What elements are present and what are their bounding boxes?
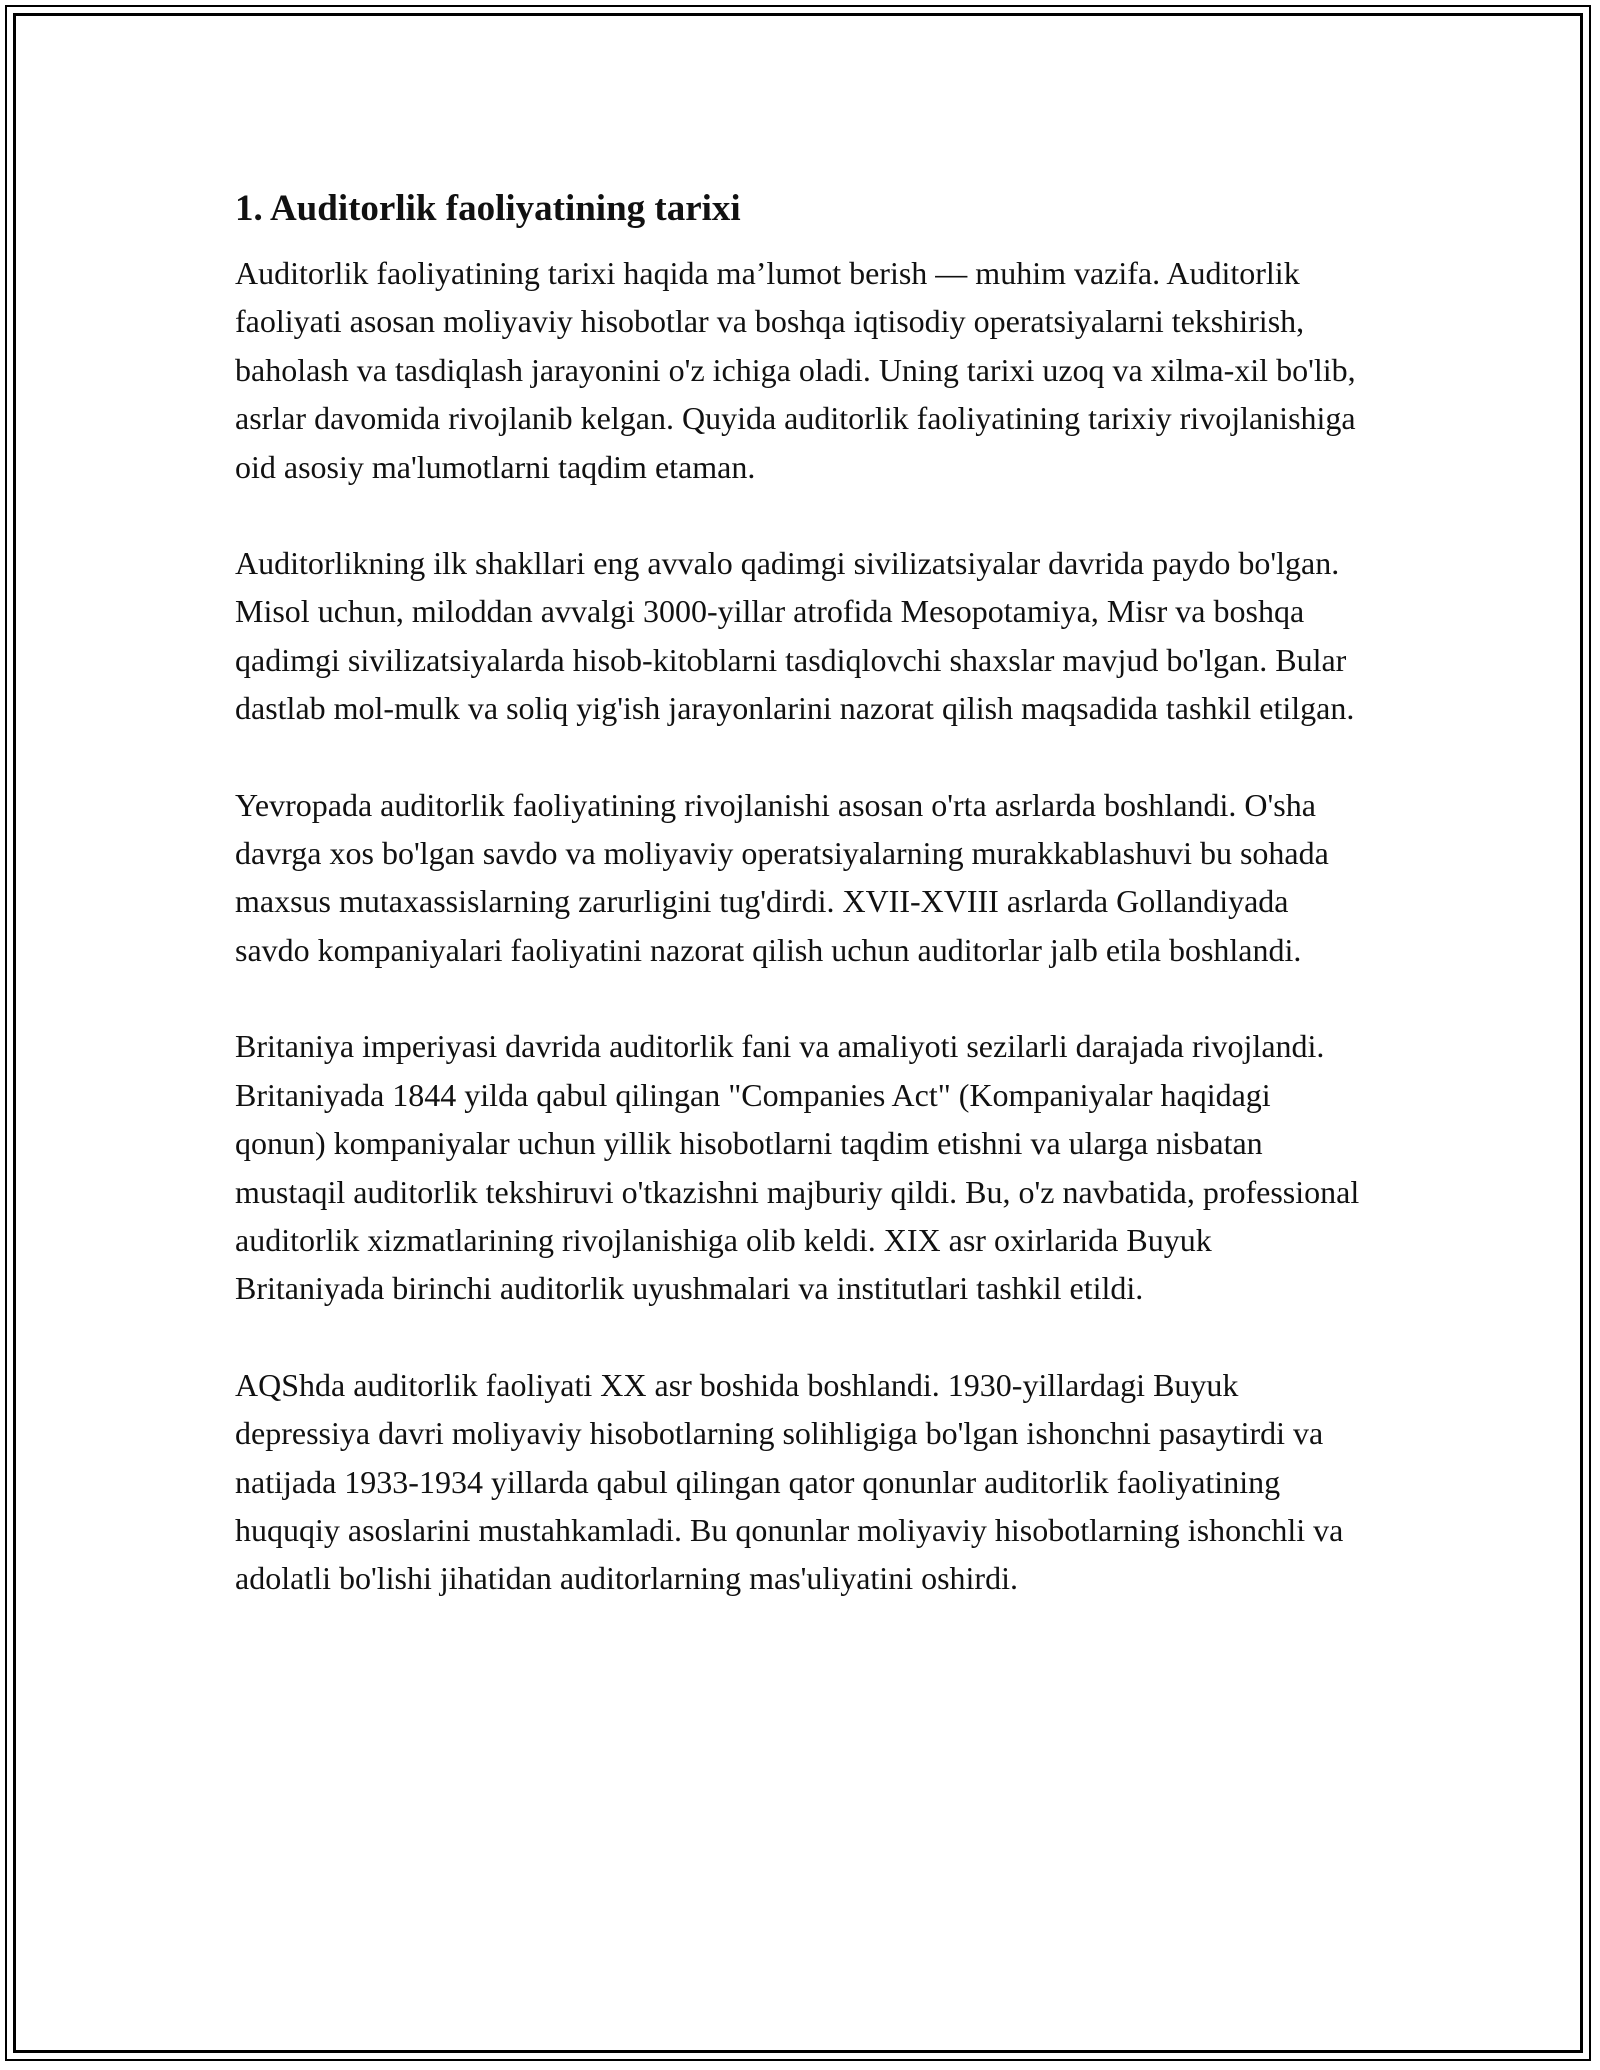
section-heading: 1. Auditorlik faoliyatining tarixi — [235, 188, 741, 229]
paragraph-ancient-civilizations: Auditorlikning ilk shakllari eng avvalo qadimgi sivilizatsiyalar davrida paydo bo'lgan. Misol uchun, miloddan avvalgi 3000-yillar atrofida Mesopotamiya, Misr va boshqa qadimgi sivilizatsiyalarda hisob-kitoblarni tasdiqlovchi shaxslar mavjud bo'lgan. Bular dastlab mol-mulk va soliq yig'ish jarayonlarini nazorat qilish maqsadida tashkil etilgan. — [235, 545, 1355, 727]
paragraph-usa: AQShda auditorlik faoliyati XX asr boshida boshlandi. 1930-yillardagi Buyuk depressiya davri moliyaviy hisobotlarning solihligiga bo'lgan ishonchni pasaytirdi va natijada 1933-1934 yillarda qabul qilingan qator qonunlar auditorlik faoliyatining huquqiy asoslarini mustahkamladi. Bu qonunlar moliyaviy hisobotlarning ishonchli va adolatli bo'lishi jihatidan auditorlarning mas'uliyatini oshirdi. — [235, 1366, 1344, 1597]
paragraph-intro: Auditorlik faoliyatining tarixi haqida ma’lumot berish — muhim vazifa. Auditorlik faoliyati asosan moliyaviy hisobotlar va boshqa iqtisodiy operatsiyalarni tekshirish, baholash va tasdiqlash jarayonini o'z ichiga oladi. Uning tarixi uzoq va xilma-xil bo'lib, asrlar davomida rivojlanib kelgan. Quyida auditorlik faoliyatining tarixiy rivojlanishiga oid asosiy ma'lumotlarni taqdim etaman. — [235, 255, 1356, 485]
paragraph-britain: Britaniya imperiyasi davrida auditorlik fani va amaliyoti sezilarli darajada rivojlandi. Britaniyada 1844 yilda qabul qilingan "Companies Act" (Kompaniyalar haqidagi qonun) kompaniyalar uchun yillik hisobotlarni taqdim etishni va ularga nisbatan mustaqil auditorlik tekshiruvi o'tkazishni majburiy qildi. Bu, o'z navbatida, professional auditorlik xizmatlarining rivojlanishiga olib keldi. XIX asr oxirlarida Buyuk Britaniyada birinchi auditorlik uyushmalari va institutlari tashkil etildi. — [235, 1028, 1360, 1307]
document-body — [235, 186, 1365, 1651]
paragraph-europe: Yevropada auditorlik faoliyatining rivojlanishi asosan o'rta asrlarda boshlandi. O'sha davrga xos bo'lgan savdo va moliyaviy operatsiyalarning murakkablashuvi bu sohada maxsus mutaxassislarning zarurligini tug'dirdi. XVII-XVIII asrlarda Gollandiyada savdo kompaniyalari faoliyatini nazorat qilish uchun auditorlar jalb etila boshlandi. — [235, 786, 1329, 968]
